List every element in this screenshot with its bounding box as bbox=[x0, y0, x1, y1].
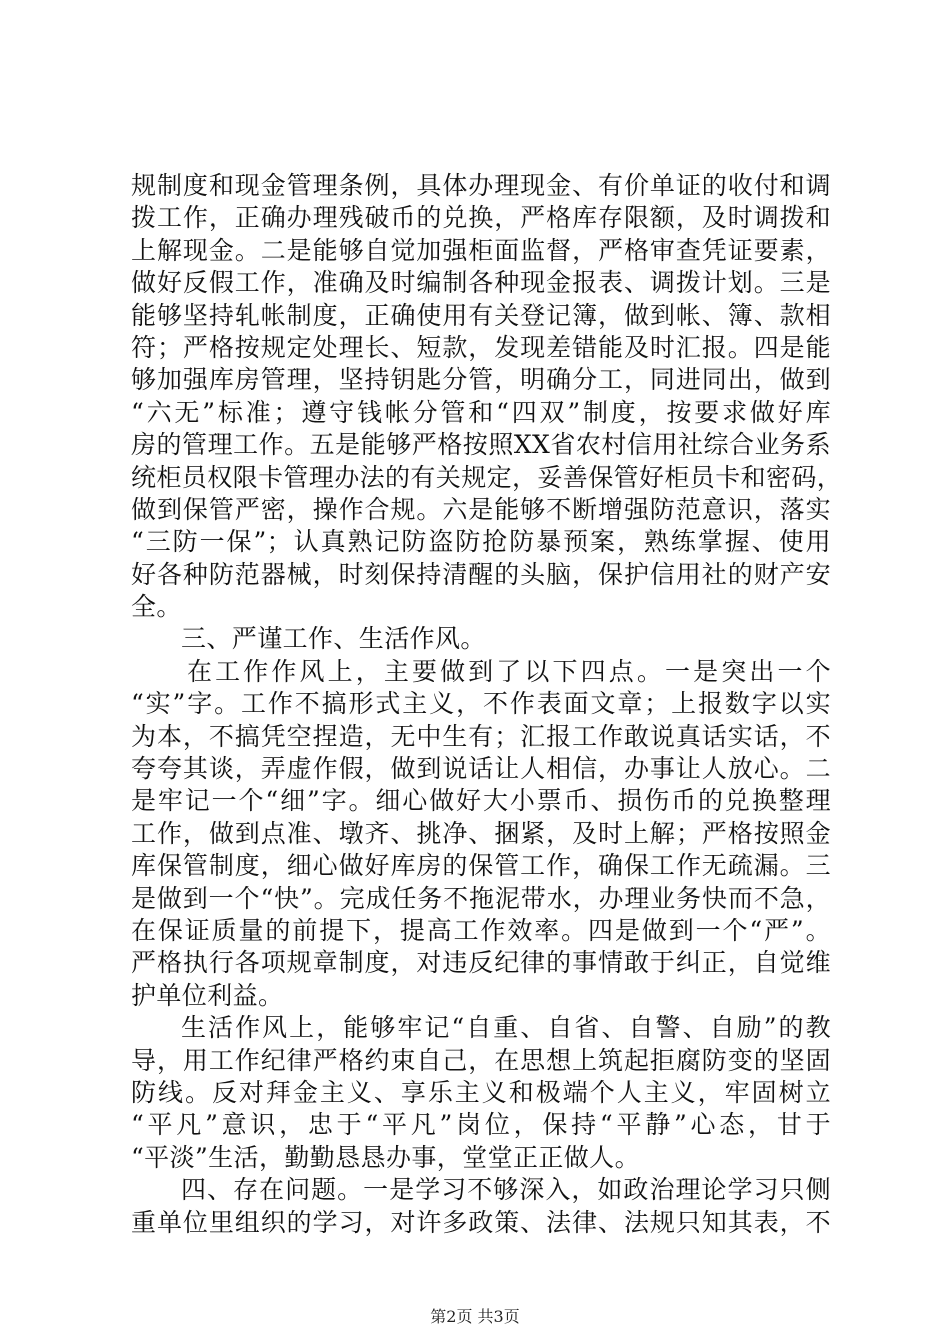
paragraph-line: 够加强库房管理，坚持钥匙分管，明确分工，同进同出，做到 bbox=[131, 365, 831, 395]
paragraph-line: 重单位里组织的学习，对许多政策、法律、法规只知其表，不 bbox=[131, 1207, 831, 1237]
paragraph-line: 规制度和现金管理条例，具体办理现金、有价单证的收付和调 bbox=[131, 171, 831, 200]
paragraph-line: 生活作风上，能够牢记“自重、自省、自警、自励”的教 bbox=[181, 1013, 831, 1043]
paragraph-line: “实”字。工作不搞形式主义，不作表面文章；上报数字以实 bbox=[131, 689, 831, 719]
paragraph-line: 库保管制度，细心做好库房的保管工作，确保工作无疏漏。三 bbox=[131, 851, 831, 881]
paragraph-line: 工作，做到点准、墩齐、挑净、捆紧，及时上解；严格按照金 bbox=[131, 818, 831, 848]
paragraph-line: 做到保管严密，操作合规。六是能够不断增强防范意识，落实 bbox=[131, 494, 831, 524]
paragraph-line: 导，用工作纪律严格约束自己，在思想上筑起拒腐防变的坚固 bbox=[131, 1045, 831, 1075]
paragraph-line: 房的管理工作。五是能够严格按照XX省农村信用社综合业务系 bbox=[131, 430, 831, 460]
paragraph-line: 能够坚持轧帐制度，正确使用有关登记簿，做到帐、簿、款相 bbox=[131, 300, 831, 330]
paragraph-line: 上解现金。二是能够自觉加强柜面监督，严格审查凭证要素， bbox=[131, 235, 831, 265]
paragraph-line: 拨工作，正确办理残破币的兑换，严格库存限额，及时调拨和 bbox=[131, 203, 831, 233]
paragraph-line: 做好反假工作，准确及时编制各种现金报表、调拨计划。三是 bbox=[131, 268, 831, 298]
paragraph-line: 在保证质量的前提下，提高工作效率。四是做到一个“严”。 bbox=[131, 915, 831, 945]
paragraph-line: “平凡”意识，忠于“平凡”岗位，保持“平静”心态，甘于 bbox=[131, 1110, 831, 1140]
paragraph-line: “六无”标准；遵守钱帐分管和“四双”制度，按要求做好库 bbox=[131, 397, 831, 427]
paragraph-line: 统柜员权限卡管理办法的有关规定，妥善保管好柜员卡和密码， bbox=[131, 462, 843, 492]
paragraph-line: 防线。反对拜金主义、享乐主义和极端个人主义，牢固树立 bbox=[131, 1077, 831, 1107]
section-heading: 三、严谨工作、生活作风。 bbox=[181, 624, 486, 654]
paragraph-line: 夸夸其谈，弄虚作假，做到说话让人相信，办事让人放心。二 bbox=[131, 754, 831, 784]
paragraph-line: 是牢记一个“细”字。细心做好大小票币、损伤币的兑换整理 bbox=[131, 786, 831, 816]
section-heading: 四、存在问题。一是学习不够深入，如政治理论学习只侧 bbox=[181, 1175, 831, 1205]
paragraph-line: 为本，不搞凭空捏造，无中生有；汇报工作敢说真话实话，不 bbox=[131, 721, 831, 751]
paragraph-line: “平淡”生活，勤勤恳恳办事，堂堂正正做人。 bbox=[131, 1142, 640, 1172]
paragraph-line: 在工作作风上，主要做到了以下四点。一是突出一个 bbox=[187, 656, 831, 686]
paragraph-line: “三防一保”；认真熟记防盗防抢防暴预案，熟练掌握、使用 bbox=[131, 527, 831, 557]
body-text bbox=[131, 170, 843, 1239]
paragraph-line: 护单位利益。 bbox=[131, 980, 284, 1010]
paragraph-line: 好各种防范器械，时刻保持清醒的头脑，保护信用社的财产安 bbox=[131, 559, 831, 589]
paragraph-line: 全。 bbox=[131, 592, 182, 622]
paragraph-line: 符；严格按规定处理长、短款，发现差错能及时汇报。四是能 bbox=[131, 332, 831, 362]
paragraph-line: 严格执行各项规章制度，对违反纪律的事情敢于纠正，自觉维 bbox=[131, 948, 831, 978]
page-number-footer: 第2页 共3页 bbox=[430, 1307, 520, 1326]
paragraph-line: 是做到一个“快”。完成任务不拖泥带水，办理业务快而不急， bbox=[131, 883, 831, 913]
